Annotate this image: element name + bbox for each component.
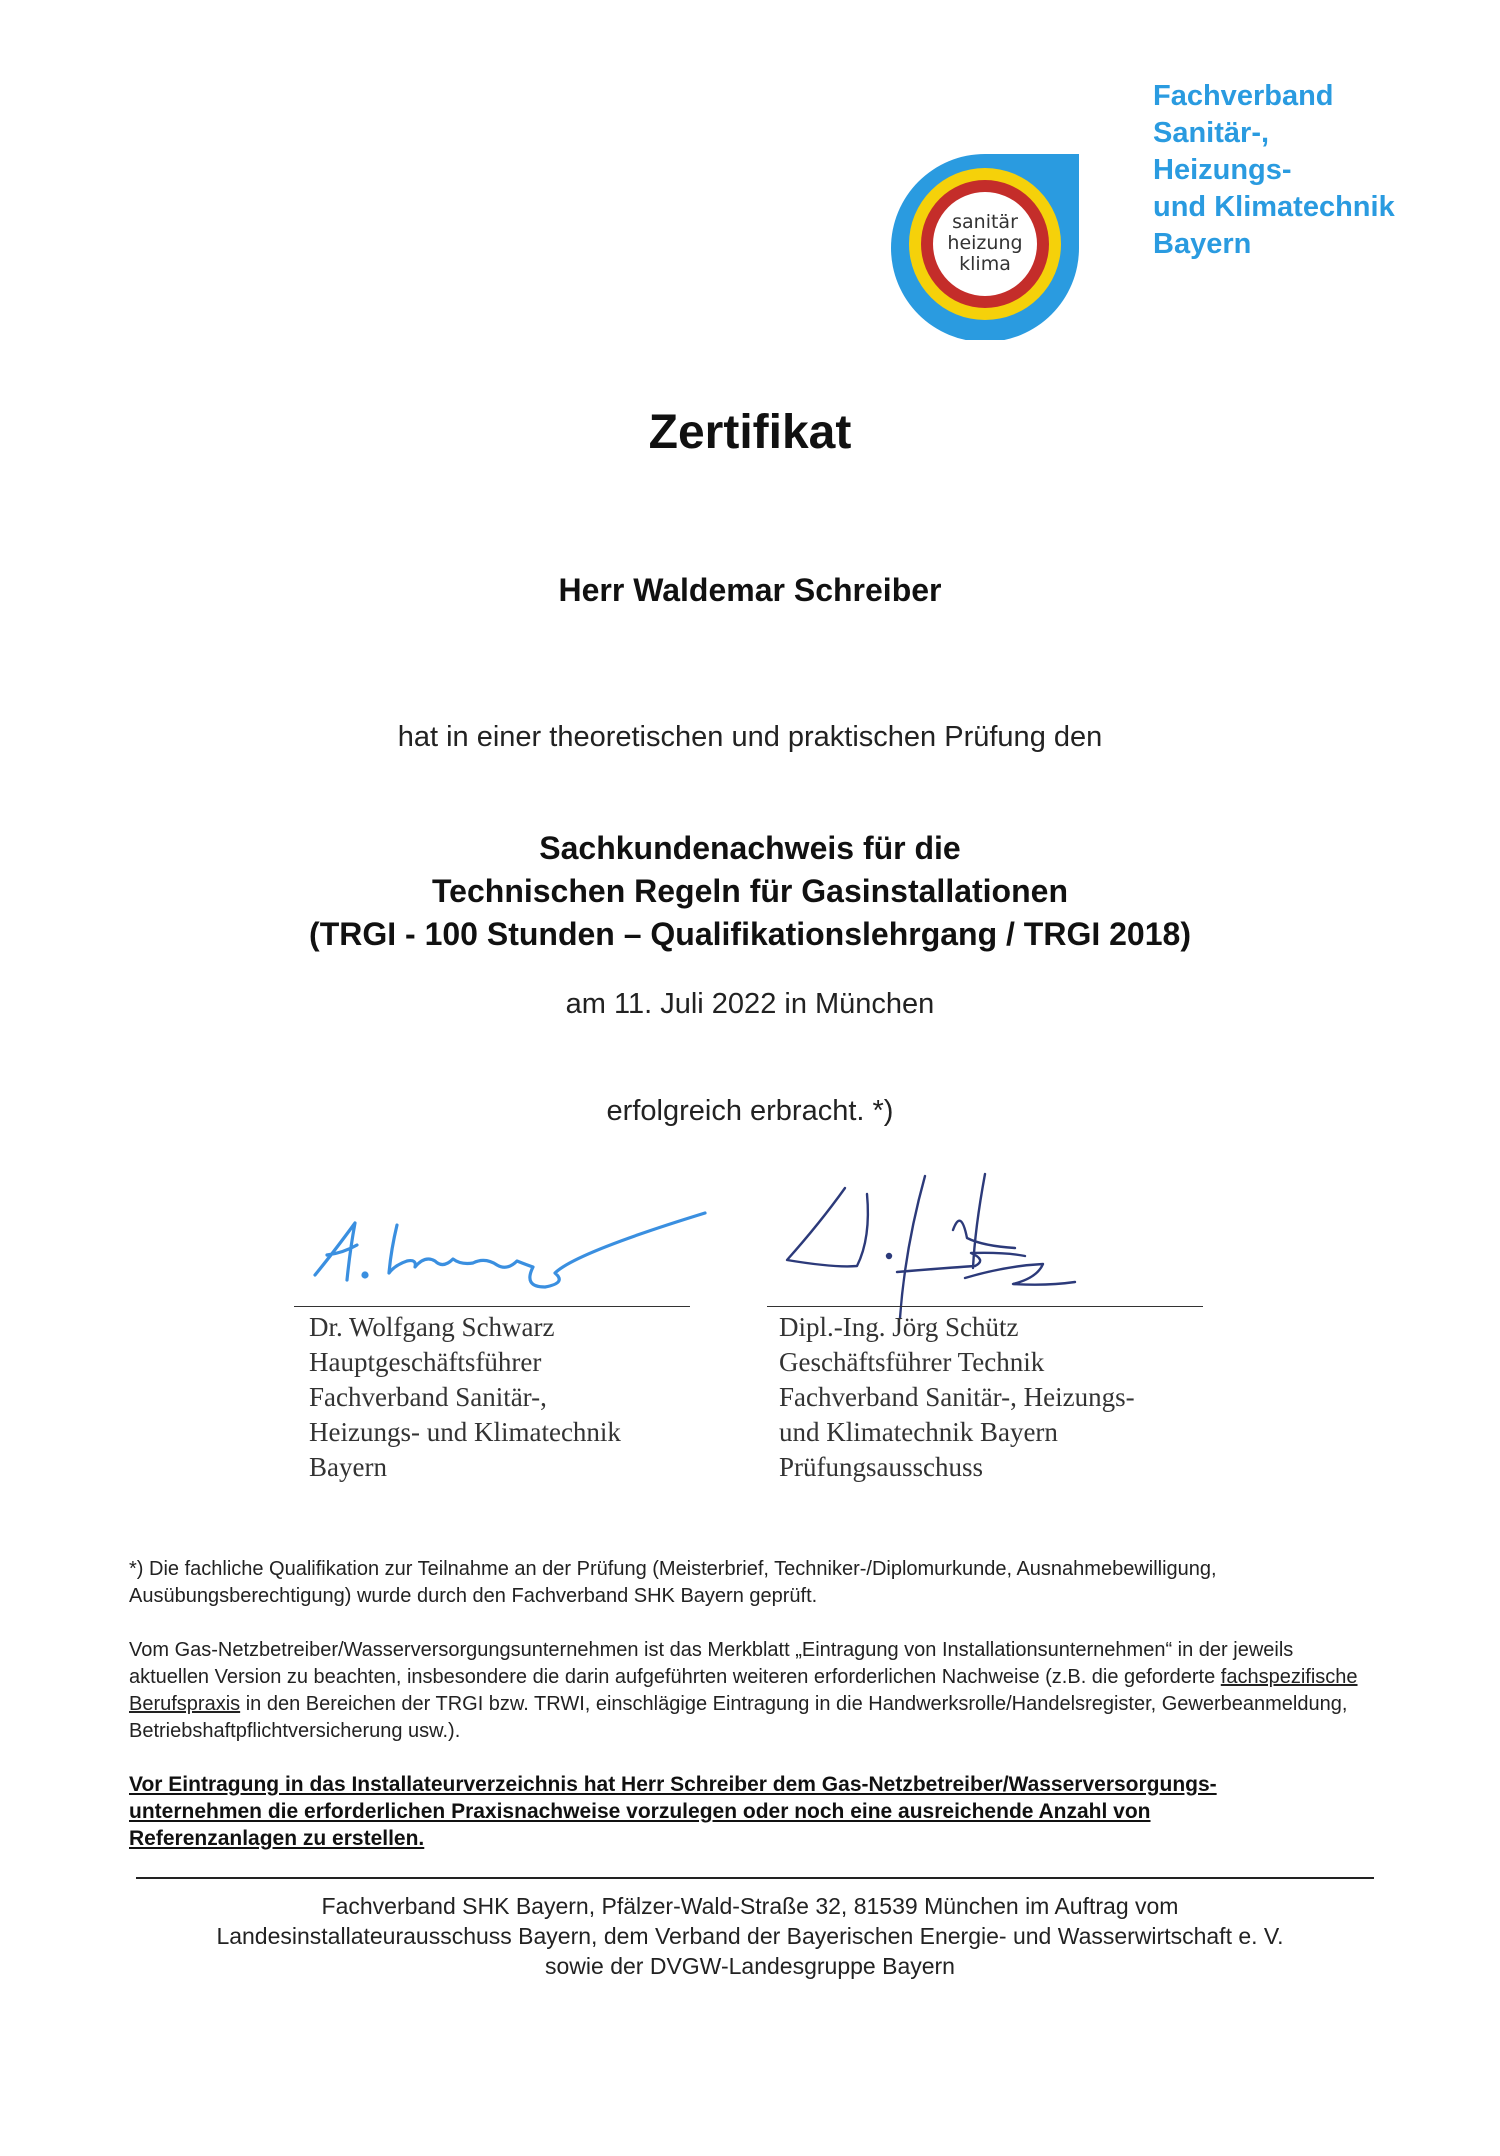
exam-title-line: Technischen Regeln für Gasinstallationen (432, 873, 1068, 909)
signatory-schuetz (779, 1310, 1135, 1485)
org-name-line: Heizungs- (1153, 154, 1292, 186)
org-name-line: und Klimatechnik (1153, 191, 1395, 223)
footer-line: sowie der DVGW-Landesgruppe Bayern (545, 1953, 955, 1979)
recipient-name: Herr Waldemar Schreiber (558, 572, 942, 608)
footer-address (0, 1891, 1500, 1981)
signatory-line: Fachverband Sanitär-, Heizungs- (779, 1382, 1135, 1412)
qualification-note: *) Die fachliche Qualifikation zur Teilnahme an der Prüfung (Meisterbrief, Techniker-/Diplomurkunde, Ausnahmebewilligung, Ausübungsberechtigung) wurde durch den Fachverband SHK Bayern geprüft. (129, 1558, 1217, 1607)
signature-schwarz (305, 1195, 725, 1305)
association-logo (885, 148, 1085, 340)
footer-divider (136, 1877, 1374, 1879)
notice-line: Vor Eintragung in das Installateurverzeichnis hat Herr Schreiber dem Gas-Netzbetreiber/Wasserversorgungs- (129, 1773, 1217, 1796)
signatory-line: Dipl.-Ing. Jörg Schütz (779, 1312, 1019, 1342)
merkblatt-underlined-2: Berufspraxis (129, 1693, 241, 1715)
org-name-line: Bayern (1153, 228, 1252, 260)
signatory-line: Heizungs- und Klimatechnik (309, 1417, 621, 1447)
logo-text-heizung: heizung (947, 232, 1023, 254)
signatory-line: Prüfungsausschuss (779, 1452, 984, 1482)
signatory-line: und Klimatechnik Bayern (779, 1417, 1058, 1447)
footer-line: Fachverband SHK Bayern, Pfälzer-Wald-Straße 32, 81539 München im Auftrag vom (321, 1893, 1179, 1919)
exam-result: erfolgreich erbracht. *) (606, 1095, 894, 1127)
notice-line: unternehmen die erforderlichen Praxisnachweise vorzulegen oder noch eine ausreichende Anzahl von (129, 1800, 1151, 1823)
signatory-line: Hauptgeschäftsführer (309, 1347, 542, 1377)
organization-name (1153, 78, 1483, 263)
exam-title-line: (TRGI - 100 Stunden – Qualifikationslehrgang / TRGI 2018) (309, 916, 1191, 952)
exam-title (0, 827, 1500, 956)
signatory-line: Geschäftsführer Technik (779, 1347, 1045, 1377)
org-name-line: Fachverband (1153, 80, 1334, 112)
signature-schuetz (775, 1168, 1115, 1328)
org-name-line: Sanitär-, (1153, 117, 1270, 149)
exam-title-line: Sachkundenachweis für die (539, 830, 961, 866)
logo-text-sanitaer: sanitär (952, 211, 1018, 233)
exam-date-place: am 11. Juli 2022 in München (565, 988, 935, 1020)
signatory-line: Dr. Wolfgang Schwarz (309, 1312, 555, 1342)
signatory-line: Bayern (309, 1452, 387, 1482)
signatory-schwarz (309, 1310, 621, 1485)
merkblatt-note (129, 1637, 1369, 1745)
certificate-title: Zertifikat (648, 406, 852, 459)
footer-line: Landesinstallateurausschuss Bayern, dem Verband der Bayerischen Energie- und Wasserwirtschaft e. V. (216, 1923, 1284, 1949)
merkblatt-text-start: Vom Gas-Netzbetreiber/Wasserversorgungsunternehmen ist das Merkblatt „Eintragung von Installationsunternehmen“ in der jeweils aktuellen Version zu beachten, insbesondere die darin aufgeführten weiteren erforderlichen Nachweise (z.B. die geforderte (129, 1639, 1294, 1688)
merkblatt-underlined-1: fachspezifische (1220, 1666, 1358, 1688)
intro-text: hat in einer theoretischen und praktischen Prüfung den (397, 721, 1103, 753)
merkblatt-text-end: in den Bereichen der TRGI bzw. TRWI, einschlägige Eintragung in die Handwerksrolle/Handelsregister, Gewerbeanmeldung, Betriebshaftpflichtversicherung usw.). (129, 1693, 1348, 1742)
installer-registry-notice (129, 1771, 1369, 1852)
signature-line-1 (294, 1306, 690, 1307)
signatory-line: Fachverband Sanitär-, (309, 1382, 547, 1412)
logo-text-klima: klima (959, 253, 1011, 275)
notice-line: Referenzanlagen zu erstellen. (129, 1827, 425, 1850)
signature-line-2 (767, 1306, 1203, 1307)
